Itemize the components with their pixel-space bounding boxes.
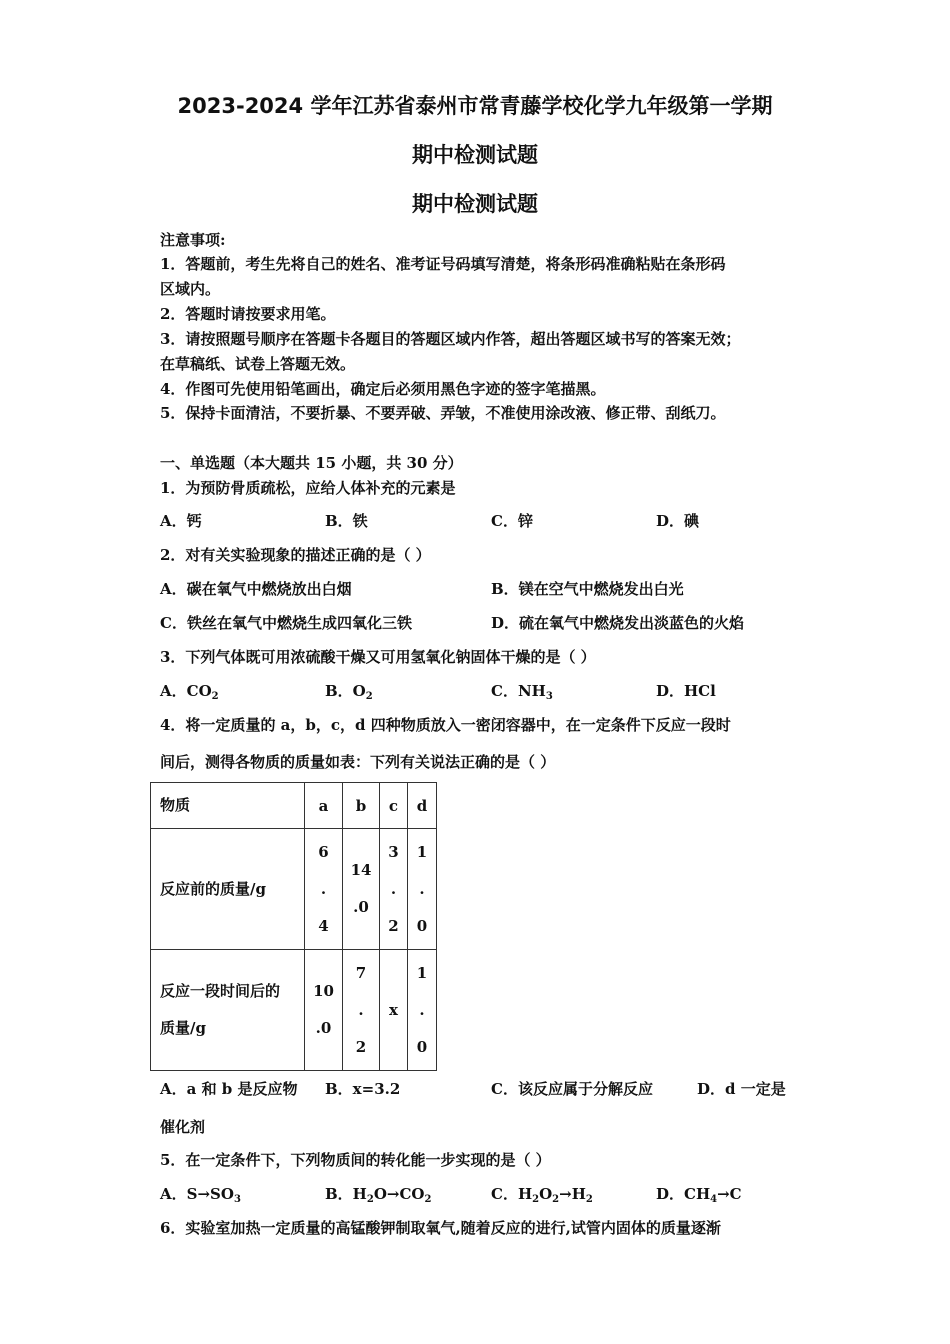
cell-value-fragment: 1 [416, 963, 428, 982]
q2-option-d: D．硫在氧气中燃烧发出淡蓝色的火焰 [491, 614, 745, 632]
cell-value-fragment: .0 [353, 898, 369, 916]
q2-option-b: B．镁在空气中燃烧发出白光 [491, 580, 684, 598]
q1-option-c: C．锌 [491, 512, 533, 530]
q2-option-a: A．碳在氧气中燃烧放出白烟 [160, 580, 352, 598]
exam-title-line2: 期中检测试题 [412, 143, 538, 167]
q3-option-c: C．$NH_3$ [491, 682, 553, 702]
q4-option-c: C．该反应属于分解反应 [491, 1080, 653, 1098]
question-2-stem: 2．对有关实验现象的描述正确的是（ ） [160, 546, 431, 564]
q5-option-a: A．$S\to SO_3$ [160, 1185, 241, 1205]
notice-item-3-cont: 在草稿纸、试卷上答题无效。 [160, 355, 356, 373]
cell-value-fragment: 2 [388, 916, 399, 935]
cell-value-fragment: 2 [355, 1037, 367, 1056]
notice-item-1: 1．答题前，考生先将自己的姓名、准考证号码填写清楚，将条形码准确粘贴在条形码 [160, 255, 726, 273]
table-header-cell: d [408, 783, 437, 829]
table-cell [380, 950, 408, 1071]
cell-value-fragment: x [389, 1000, 398, 1019]
q5-option-d: D．$CH_4\to C$ [656, 1185, 742, 1205]
cell-value-fragment: 0 [416, 1037, 428, 1056]
question-4-stem: 4．将一定质量的 a，b，c，d 四种物质放入一密闭容器中，在一定条件下反应一段时 [160, 716, 731, 734]
exam-title-line3: 期中检测试题 [412, 192, 538, 216]
cell-value-fragment: 0 [416, 916, 428, 935]
table-cell [408, 829, 437, 950]
q5-option-c: C．$H_2O_2\to H_2$ [491, 1185, 593, 1205]
table-header-cell: b [343, 783, 380, 829]
q4-option-d-cont: 催化剂 [160, 1118, 206, 1136]
table-row [151, 950, 437, 1071]
table-header-cell: 物质 [151, 783, 305, 829]
table-cell [343, 829, 380, 950]
exam-title-line1: 2023-2024 学年江苏省泰州市常青藤学校化学九年级第一学期 [177, 94, 773, 118]
row-label-line: 质量/g [160, 1019, 206, 1037]
q4-option-d: D．d 一定是 [697, 1080, 786, 1098]
notice-item-4: 4．作图可先使用铅笔画出，确定后必须用黑色字迹的签字笔描黑。 [160, 380, 606, 398]
cell-value [343, 852, 379, 926]
cell-value-fragment: .0 [315, 1019, 332, 1037]
q4-option-a: A．a 和 b 是反应物 [160, 1080, 298, 1098]
row-label: 反应前的质量/g [151, 829, 305, 950]
cell-value-fragment: 10 [313, 982, 334, 1000]
cell-value-fragment: 7 [355, 963, 367, 982]
cell-value-fragment: 14 [350, 861, 372, 879]
cell-value [408, 834, 436, 945]
row-label [151, 950, 305, 1071]
cell-value-fragment: . [358, 1000, 364, 1019]
table-cell [305, 950, 343, 1071]
cell-value [380, 834, 407, 945]
q4-option-b: B．x=3.2 [325, 1080, 401, 1098]
q1-option-d: D．碘 [656, 512, 700, 530]
section-heading: 一、单选题（本大题共 15 小题，共 30 分） [160, 454, 463, 472]
table-header-cell: a [305, 783, 343, 829]
q1-option-a: A．钙 [160, 512, 202, 530]
cell-value-fragment: 4 [318, 916, 329, 935]
q3-option-b: B．$O_2$ [325, 682, 373, 702]
table-cell [408, 950, 437, 1071]
notice-item-2: 2．答题时请按要求用笔。 [160, 305, 336, 323]
notice-heading: 注意事项: [160, 231, 226, 249]
cell-value-fragment: . [390, 879, 397, 898]
table-header-cell: c [380, 783, 408, 829]
cell-value [408, 955, 436, 1066]
question-1-stem: 1．为预防骨质疏松，应给人体补充的元素是 [160, 479, 456, 497]
question-6-stem: 6．实验室加热一定质量的高锰酸钾制取氧气,随着反应的进行,试管内固体的质量逐渐 [160, 1219, 721, 1237]
cell-value [380, 992, 407, 1029]
cell-value [305, 973, 342, 1047]
q2-option-c: C．铁丝在氧气中燃烧生成四氧化三铁 [160, 614, 412, 632]
notice-item-3: 3．请按照题号顺序在答题卡各题目的答题区域内作答，超出答题区域书写的答案无效； [160, 330, 741, 348]
mass-table [150, 782, 437, 1071]
question-4-stem-cont: 间后，测得各物质的质量如表：下列有关说法正确的是（ ） [160, 753, 556, 771]
question-5-stem: 5．在一定条件下，下列物质间的转化能一步实现的是（ ） [160, 1151, 551, 1169]
q1-option-b: B．铁 [325, 512, 368, 530]
q5-option-b: B．$H_2O\to CO_2$ [325, 1185, 432, 1205]
table-header-row [151, 783, 437, 829]
notice-item-1-cont: 区域内。 [160, 280, 221, 298]
table-row [151, 829, 437, 950]
cell-value [343, 955, 379, 1066]
cell-value-fragment: . [419, 879, 425, 898]
cell-value [305, 834, 342, 945]
cell-value-fragment: 6 [318, 842, 329, 861]
row-label-line: 反应一段时间后的 [160, 982, 281, 1000]
notice-item-5: 5．保持卡面清洁，不要折暴、不要弄破、弄皱，不准使用涂改液、修正带、刮纸刀。 [160, 404, 726, 422]
cell-value-fragment: . [320, 879, 327, 898]
cell-value-fragment: . [419, 1000, 425, 1019]
question-3-stem: 3．下列气体既可用浓硫酸干燥又可用氢氧化钠固体干燥的是（ ） [160, 648, 596, 666]
cell-value-fragment: 3 [388, 842, 399, 861]
q3-option-a: A．$CO_2$ [160, 682, 219, 702]
table-cell [343, 950, 380, 1071]
table-cell [380, 829, 408, 950]
cell-value-fragment: 1 [416, 842, 428, 861]
q3-option-d: D．HCl [656, 682, 716, 700]
table-cell [305, 829, 343, 950]
